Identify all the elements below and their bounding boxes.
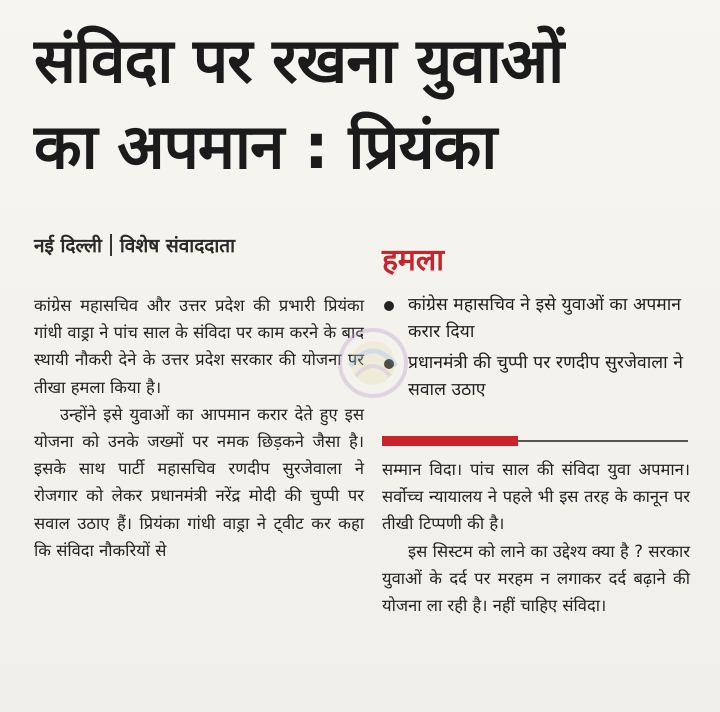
watermark-logo-icon [336, 326, 410, 400]
sidebar-bullet-item [382, 292, 692, 346]
headline-line-2: का अपमान : प्रियंका [34, 110, 497, 183]
sidebar-bullet-list [382, 292, 692, 408]
byline-separator [110, 234, 112, 256]
sidebar-bullet-text: कांग्रेस महासचिव ने इसे युवाओं का अपमान करार दिया [408, 295, 681, 342]
section-divider [382, 436, 688, 446]
byline [34, 232, 235, 258]
article-paragraph: उन्होंने इसे युवाओं का आपमान करार देते हुए इस योजना को उनके जख्मों पर नमक छिड़कने जैसा है। इसके साथ पार्टी महासचिव रणदीप सुरजेवाला ने रोजगार को लेकर प्रधानमंत्री नरेंद्र मोदी की चुप्पी पर सवाल उठाए हैं। प्रियंका गांधी वाड्रा ने ट्वीट कर कहा कि संविदा नौकरियों से [34, 404, 364, 560]
sidebar-bullet-item [382, 350, 692, 404]
article-column-left [34, 292, 364, 564]
article-column-right [382, 456, 690, 619]
article-paragraph: इस सिस्टम को लाने का उद्देश्य क्या है ? सरकार युवाओं के दर्द पर मरहम न लगाकर दर्द बढ़ाने की योजना ला रही है। नहीं चाहिए संविदा। [382, 541, 690, 616]
headline [34, 18, 694, 190]
article-paragraph: कांग्रेस महासचिव और उत्तर प्रदेश की प्रभारी प्रियंका गांधी वाड्रा ने पांच साल के संविदा पर काम करने के बाद स्थायी नौकरी देने के उत्तर प्रदेश सरकार की योजना पर तीखा हमला किया है। [34, 296, 364, 397]
byline-author: विशेष संवाददाता [119, 235, 236, 257]
bullet-icon [384, 301, 394, 311]
divider-thin-line [518, 440, 688, 442]
divider-red-bar [382, 436, 518, 446]
headline-line-1: संविदा पर रखना युवाओं [34, 24, 564, 97]
byline-location: नई दिल्ली [34, 235, 102, 257]
article-paragraph: सम्मान विदा। पांच साल की संविदा युवा अपमान। सर्वोच्च न्यायालय ने पहले भी इस तरह के कानून पर तीखी टिप्पणी की है। [382, 460, 690, 534]
sidebar-title: हमला [382, 243, 444, 278]
sidebar-bullet-text: प्रधानमंत्री की चुप्पी पर रणदीप सुरजेवाला ने सवाल उठाए [408, 353, 683, 400]
